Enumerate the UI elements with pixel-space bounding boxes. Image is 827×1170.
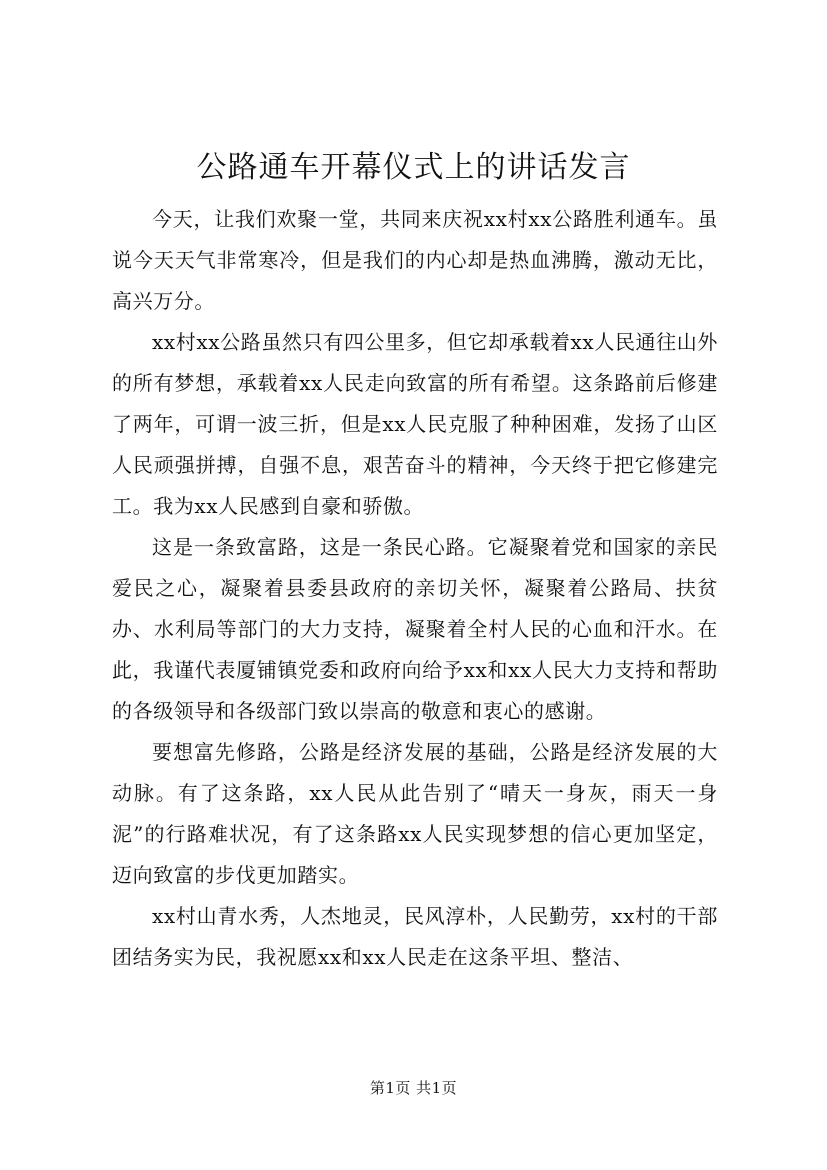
- page-footer: 第1页 共1页: [369, 1079, 458, 1097]
- paragraph-4: 要想富先修路，公路是经济发展的基础，公路是经济发展的大动脉。有了这条路，xx人民从此告别了“晴天一身灰，雨天一身泥”的行路难状况，有了这条路xx人民实现梦想的信心更加坚定，迈向致富的步伐更加踏实。: [112, 740, 718, 887]
- document-body: [112, 199, 718, 978]
- document-title: 公路通车开幕仪式上的讲话发言: [196, 150, 631, 185]
- paragraph-1: 今天，让我们欢聚一堂，共同来庆祝xx村xx公路胜利通车。虽说今天天气非常寒冷，但是我们的内心却是热血沸腾，激动无比，高兴万分。: [112, 207, 718, 313]
- paragraph-2: xx村xx公路虽然只有四公里多，但它却承载着xx人民通往山外的所有梦想，承载着xx人民走向致富的所有希望。这条路前后修建了两年，可谓一波三折，但是xx人民克服了种种困难，发扬了山区人民顽强拼搏，自强不息，艰苦奋斗的精神，今天终于把它修建完工。我为xx人民感到自豪和骄傲。: [112, 330, 718, 518]
- paragraph-5: xx村山青水秀，人杰地灵，民风淳朴，人民勤劳，xx村的干部团结务实为民，我祝愿xx和xx人民走在这条平坦、整洁、: [112, 904, 718, 969]
- paragraph-3: 这是一条致富路，这是一条民心路。它凝聚着党和国家的亲民爱民之心，凝聚着县委县政府的亲切关怀，凝聚着公路局、扶贫办、水利局等部门的大力支持，凝聚着全村人民的心血和汗水。在此，我谨代表厦铺镇党委和政府向给予xx和xx人民大力支持和帮助的各级领导和各级部门致以崇高的敬意和衷心的感谢。: [112, 535, 718, 723]
